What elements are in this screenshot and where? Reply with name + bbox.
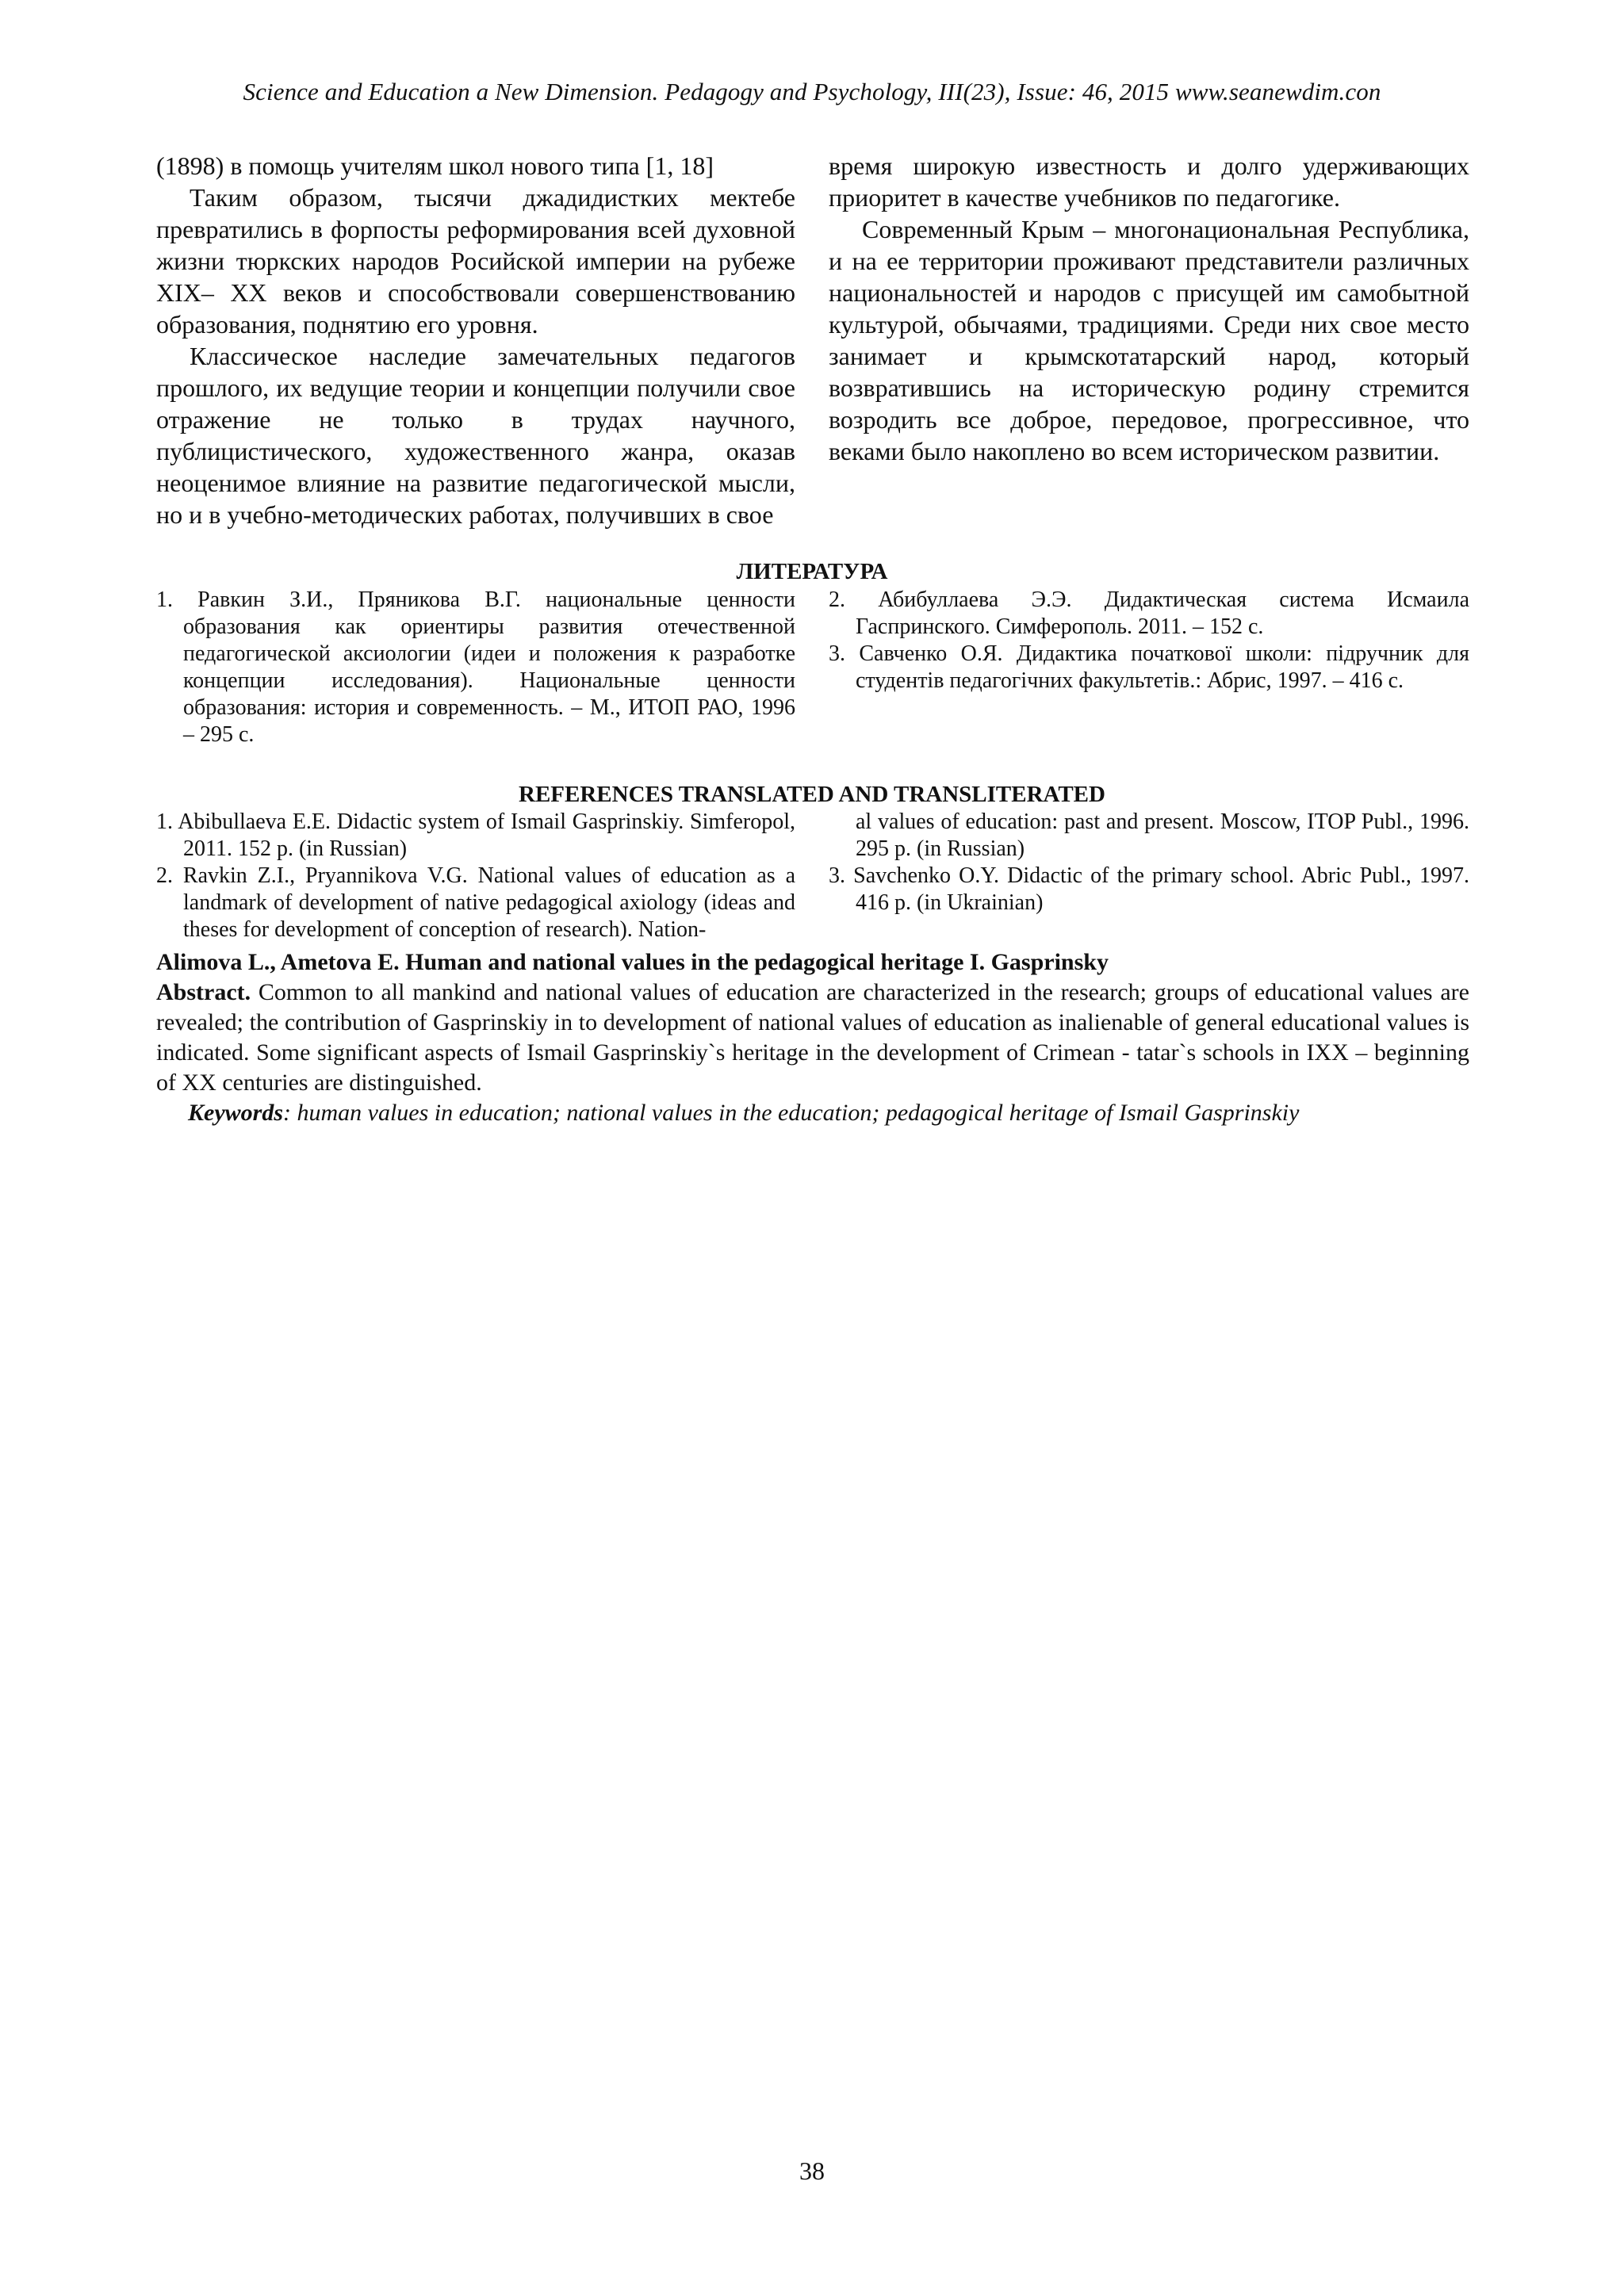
keywords-label: Keywords (188, 1100, 283, 1126)
literature-heading: ЛИТЕРАТУРА (736, 559, 888, 584)
references-heading: REFERENCES TRANSLATED AND TRANSLITERATED (519, 782, 1105, 807)
reference-item-continuation: al values of education: past and present. Moscow, ITOP Publ., 1996. 295 p. (in Russian) (856, 809, 1469, 861)
literature-list-right (829, 587, 1469, 695)
abstract-body (156, 978, 1469, 1098)
literature-item: 1. Равкин З.И., Пряникова В.Г. национальные ценности образования как ориентиры развития отечественной педагогической аксиологии (идеи и положения к разработке концепции исследования). Национальные ценности образования: история и современность. – М., ИТОП РАО, 1996 – 295 с. (156, 587, 795, 747)
literature-item: 3. Савченко О.Я. Дидактика початкової школи: підручник для студентів педагогічних факультетів.: Абрис, 1997. – 416 с. (829, 641, 1469, 693)
running-header: Science and Education a New Dimension. Pedagogy and Psychology, III(23), Issue: 46, 2015 www.seanewdim.con (243, 78, 1381, 105)
body-column-left (156, 150, 795, 530)
body-column-right (829, 150, 1469, 467)
abstract-label: Abstract. (156, 979, 251, 1005)
body-paragraph: Классическое наследие замечательных педагогов прошлого, их ведущие теории и концепции получили свое отражение не только в трудах научного, публицистического, художественного жанра, оказав неоценимое влияние на развитие педагогической мысли, но и в учебно-методических работах, получивших в свое (156, 342, 795, 529)
keywords-line (156, 1098, 1469, 1128)
english-abstract (156, 947, 1469, 1128)
page-number: 38 (799, 2156, 825, 2185)
reference-item: 3. Savchenko O.Y. Didactic of the primary school. Abric Publ., 1997. 416 p. (in Ukrainian) (829, 863, 1469, 915)
body-paragraph: Современный Крым – многонациональная Республика, и на ее территории проживают представители различных национальностей и народов с присущей им самобытной культурой, обычаями, традициями. Среди них свое место занимает и крымскотатарский народ, который возвратившись на историческую родину стремится возродить все доброе, передовое, прогрессивное, что веками было накоплено во всем историческом развитии. (829, 215, 1469, 465)
body-paragraph: время широкую известность и долго удерживающих приоритет в качестве учебников по педагогике. (829, 151, 1469, 212)
body-paragraph: (1898) в помощь учителям школ нового типа [1, 18] (156, 151, 714, 180)
abstract-title: Alimova L., Ametova E. Human and national values in the pedagogical heritage I. Gasprinsky (156, 949, 1109, 975)
references-list-right (829, 809, 1469, 916)
body-paragraph: Таким образом, тысячи джадидистких мектебе превратились в форпосты реформирования всей духовной жизни тюркских народов Росийской империи на рубеже XIX– XX веков и способствовали совершенствованию образования, поднятию его уровня. (156, 183, 795, 339)
literature-item: 2. Абибуллаева Э.Э. Дидактическая система Исмаила Гаспринского. Симферополь. 2011. – 152 с. (829, 587, 1469, 639)
reference-item: 2. Ravkin Z.I., Pryannikova V.G. National values of education as a landmark of development of native pedagogical axiology (ideas and theses for development of conception of research). Nation- (156, 863, 795, 942)
keywords-text: : human values in education; national values in the education; pedagogical heritage of Ismail Gasprinskiy (283, 1100, 1300, 1126)
references-list-left (156, 809, 795, 943)
reference-item: 1. Abibullaeva E.E. Didactic system of Ismail Gasprinskiy. Simferopol, 2011. 152 p. (in Russian) (156, 809, 795, 861)
abstract-text: Common to all mankind and national values of education are characterized in the research; groups of educational values are revealed; the contribution of Gasprinskiy in to development of national values of education as inalienable of general educational values is indicated. Some significant aspects of Ismail Gasprinskiy`s heritage in the development of Crimean - tatar`s schools in IXX – beginning of XX centuries are distinguished. (156, 979, 1469, 1096)
literature-list-left (156, 587, 795, 748)
